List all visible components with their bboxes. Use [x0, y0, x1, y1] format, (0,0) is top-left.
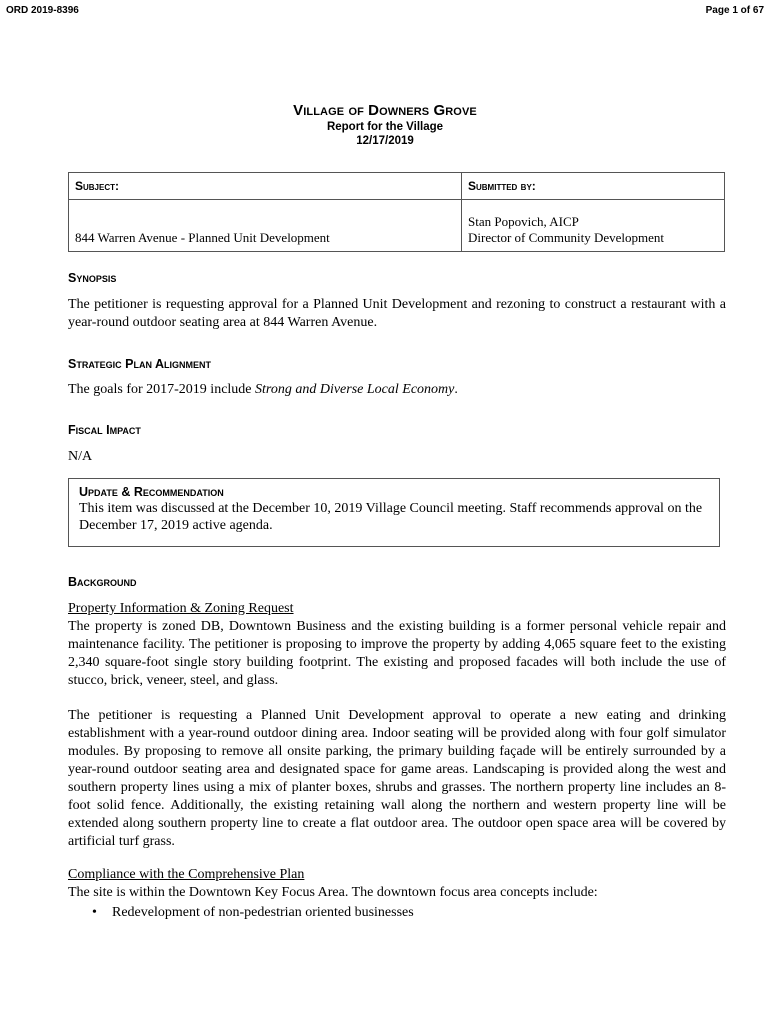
page-indicator: Page 1 of 67: [705, 5, 764, 16]
background-heading: Background: [68, 575, 137, 589]
update-text: This item was discussed at the December 10, 2019 Village Council meeting. Staff recommends approval on the December 17, 2019 active agenda.: [79, 501, 703, 533]
bullet-icon: •: [92, 905, 97, 920]
synopsis-heading: Synopsis: [68, 271, 117, 285]
submitter-cell: [462, 200, 725, 252]
background-paragraph-2: The petitioner is requesting a Planned Unit Development approval to operate a new eating and drinking establishment with a year-round outdoor dining area. Indoor seating will be provided along with four golf simulator modules. By proposing to remove all onsite parking, the primary building façade will be entirely surrounded by a year-round outdoor seating area and designated space for game areas. Landscaping is provided along the west and southern property lines using a mix of planter boxes, shrubs and grasses. The northern property line includes an 8-foot solid fence. Additionally, the existing retaining wall along the northern and western property line will be extended along southern property line to create a flat outdoor area. The outdoor open space area will be covered by artificial turf grass.: [68, 708, 726, 849]
property-info-subheading: Property Information & Zoning Request: [68, 601, 294, 616]
strategic-goal: Strong and Diverse Local Economy: [255, 382, 455, 397]
synopsis-text: The petitioner is requesting approval for a Planned Unit Development and rezoning to construct a restaurant with a year-round outdoor seating area at 844 Warren Avenue.: [68, 297, 726, 330]
fiscal-heading: Fiscal Impact: [68, 423, 141, 437]
focus-concepts-list: [92, 904, 414, 922]
document-title: Village of Downers Grove: [293, 102, 477, 119]
comprehensive-plan-subheading: Compliance with the Comprehensive Plan: [68, 867, 305, 882]
subject-value: 844 Warren Avenue - Planned Unit Development: [69, 200, 462, 252]
submitter-title: Director of Community Development: [468, 230, 665, 245]
subject-table: [68, 172, 725, 252]
strategic-text-suffix: .: [454, 382, 458, 397]
document-subtitle: Report for the Village: [326, 121, 444, 133]
list-item-text: Redevelopment of non-pedestrian oriented businesses: [112, 905, 414, 920]
submitter-name: Stan Popovich, AICP: [468, 214, 579, 229]
ordinance-number: ORD 2019-8396: [6, 5, 79, 16]
title-block: [0, 102, 770, 148]
update-recommendation-box: [68, 478, 720, 547]
update-heading: Update & Recommendation: [79, 485, 224, 499]
fiscal-text: N/A: [68, 449, 93, 464]
strategic-text-prefix: The goals for 2017-2019 include: [68, 382, 256, 397]
list-item: [92, 904, 414, 922]
background-paragraph-1: The property is zoned DB, Downtown Business and the existing building is a former personal vehicle repair and maintenance facility. The petitioner is proposing to improve the property by adding 4,065 square feet to the existing 2,340 square-foot single story building footprint. The existing and proposed facades will both include the use of stucco, brick, veneer, steel, and glass.: [68, 619, 726, 688]
comprehensive-plan-text: The site is within the Downtown Key Focus Area. The downtown focus area concepts include:: [68, 885, 598, 900]
subject-label: Subject:: [69, 173, 462, 200]
submitted-by-label: Submitted by:: [462, 173, 725, 200]
strategic-text: [68, 381, 726, 399]
strategic-heading: Strategic Plan Alignment: [68, 357, 212, 371]
document-date: 12/17/2019: [356, 135, 414, 147]
